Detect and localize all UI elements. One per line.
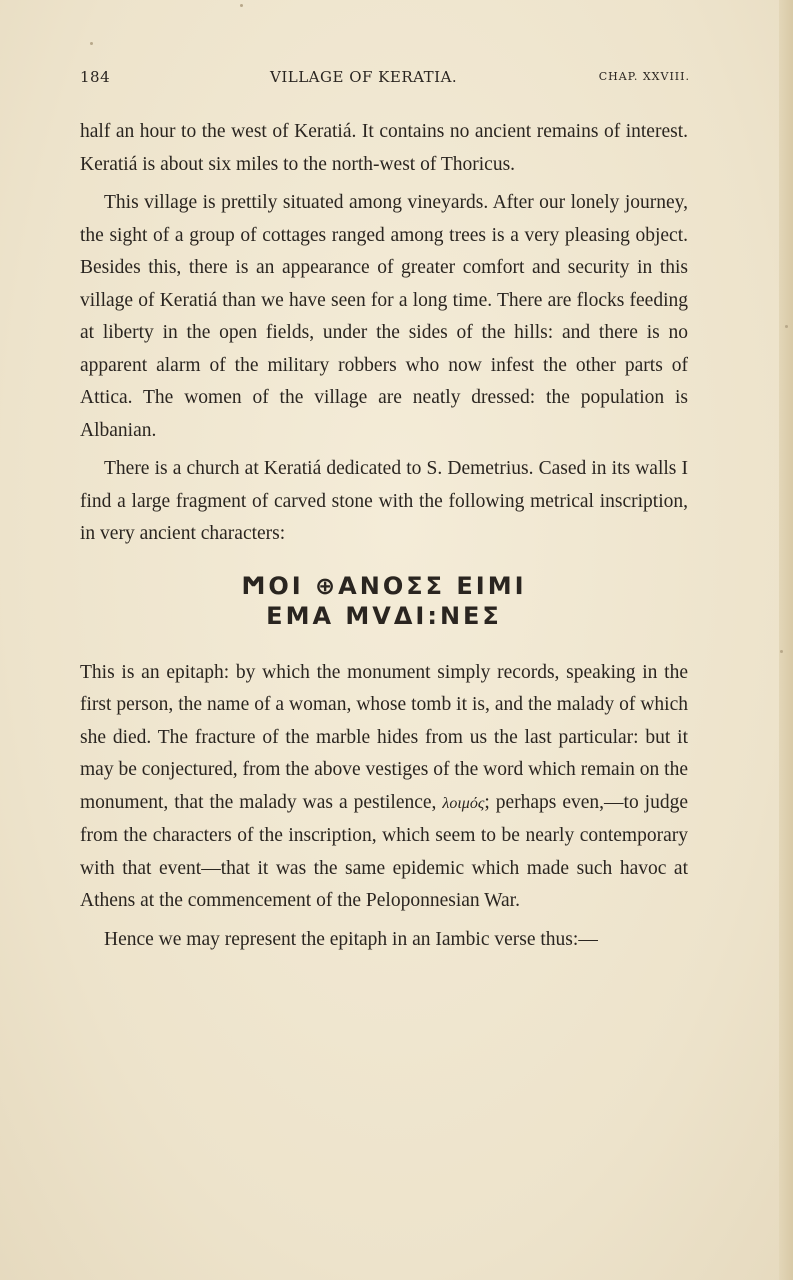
inscription-line-2: ΕΜΑ ΜVΔΙ:ΝΕΣ <box>266 601 502 630</box>
paper-speck <box>785 325 788 328</box>
page-edge <box>779 0 793 1280</box>
ancient-inscription <box>80 571 688 631</box>
page-header <box>80 68 690 88</box>
paragraph-1: half an hour to the west of Keratiá. It contains no ancient remains of interest. Keratiá is about six miles to the north-west of Thoricus. <box>80 121 688 175</box>
chapter-label: CHAP. XXVIII. <box>598 70 690 83</box>
page-number: 184 <box>80 68 111 86</box>
paper-speck <box>90 42 93 45</box>
greek-word: λοιμός <box>442 794 485 812</box>
body-text <box>80 116 688 962</box>
paragraph-5: Hence we may represent the epitaph in an Iambic verse thus:— <box>104 928 598 950</box>
paragraph-3: There is a church at Keratiá dedicated to S. Demetrius. Cased in its walls I find a large fragment of carved stone with the following metrical inscription, in very ancient characters: <box>80 458 688 544</box>
paper-speck <box>240 4 243 7</box>
paragraph-4-text-b: ; perhaps even,—to judge from the characters of the inscription, which seem to be nearly contemporary with that event—that it was the same epidemic which made such havoc at Athens at the commencement of the Peloponnesian War. <box>80 791 688 911</box>
paragraph-4 <box>80 657 688 918</box>
paragraph-4-text-a: This is an epitaph: by which the monument simply records, speaking in the first person, the name of a woman, whose tomb it is, and the malady of which she died. The fracture of the marble hides from us the last particular: but it may be conjectured, from the above vestiges of the word which remain on the monument, that the malady was a pestilence, <box>80 661 688 813</box>
paragraph-2: This village is prettily situated among vineyards. After our lonely journey, the sight of a group of cottages ranged among trees is a very pleasing object. Besides this, there is an appearance of greater comfort and security in this village of Keratiá than we have seen for a long time. There are flocks feeding at liberty in the open fields, under the sides of the hills: and there is no apparent alarm of the military robbers who now infest the other parts of Attica. The women of the village are neatly dressed: the population is Albanian. <box>80 192 688 441</box>
inscription-line-1: ϺΟΙ ⊕ΑΝΟΣΣ ΕΙΜΙ <box>241 571 527 600</box>
paper-speck <box>780 650 783 653</box>
running-title: VILLAGE OF KERATIA. <box>270 68 458 86</box>
